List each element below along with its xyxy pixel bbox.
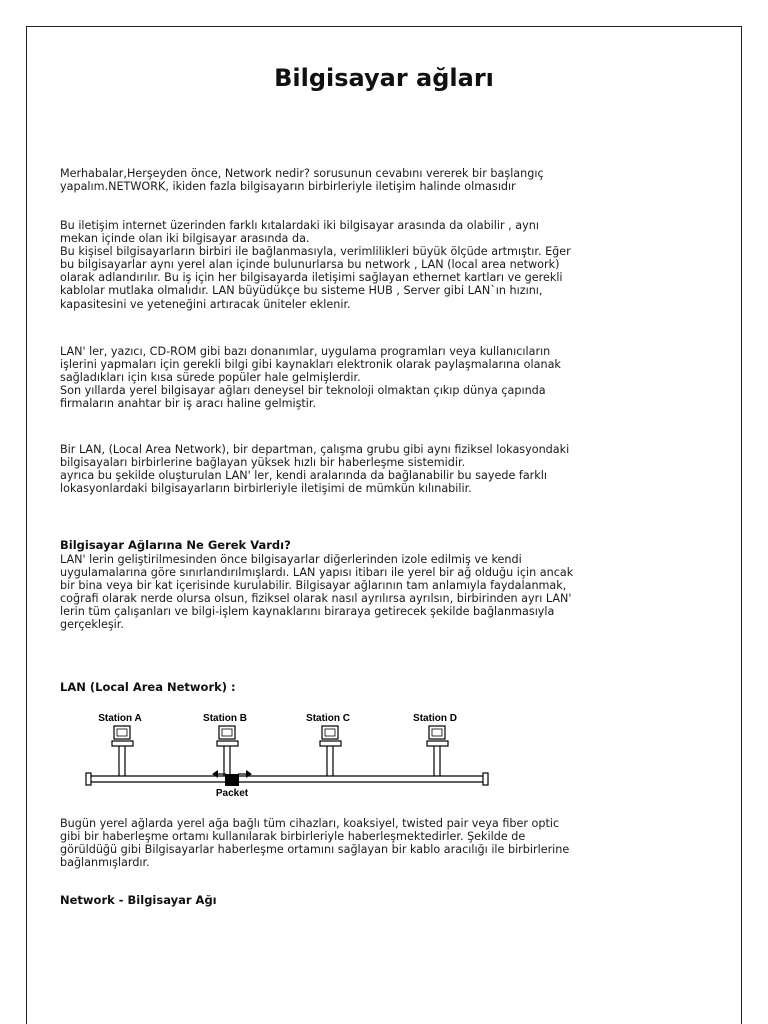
text-line: Bu iletişim internet üzerinden farklı kıtalardaki iki bilgisayar arasında da olabilir , aynı	[60, 219, 539, 232]
text-line: firmaların anahtar bir iş aracı haline gelmiştir.	[60, 397, 317, 411]
text-line: mekan içinde olan iki bilgisayar arasında da.	[60, 232, 310, 246]
computer-icon	[427, 726, 448, 776]
text-line: LAN' lerin geliştirilmesinden önce bilgisayarlar diğerlerinden izole edilmiş ve kendi	[60, 553, 522, 566]
text-line: lerin tüm çalışanları ve bilgi-işlem kaynaklarını biraraya getirecek şekilde bağlanmasıyla	[60, 605, 555, 619]
text-line: yapalım.NETWORK, ikiden fazla bilgisayarın birbirleriyle iletişim halinde olmasıdır	[60, 180, 516, 194]
resources-paragraph	[60, 345, 660, 410]
computer-icon	[217, 726, 238, 776]
text-line: gibi bir haberleşme ortamı kullanılarak birbirleriyle haberleşmektedirler. Şekilde de	[60, 830, 526, 844]
text-line: LAN' ler, yazıcı, CD-ROM gibi bazı donanımlar, uygulama programları veya kullanıcıların	[60, 345, 551, 358]
communication-paragraph	[60, 219, 660, 311]
section-heading-why: Bilgisayar Ağlarına Ne Gerek Vardı?	[60, 538, 291, 552]
text-line: Bugün yerel ağlarda yerel ağa bağlı tüm cihazları, koaksiyel, twisted pair veya fiber optic	[60, 817, 560, 830]
text-line: bağlanmışlardır.	[60, 856, 150, 870]
computer-icon	[112, 726, 133, 776]
text-line: coğrafi olarak nerde olursa olsun, fiziksel olarak nasıl ayrılırsa ayrılsın, birbirinden ayrı LAN'	[60, 592, 572, 606]
text-line: Bir LAN, (Local Area Network), bir departman, çalışma grubu gibi aynı fiziksel lokasyondaki	[60, 443, 570, 456]
page-title: Bilgisayar ağları	[274, 64, 494, 92]
text-line: işlerini yapmaları için gerekli bilgi gibi kaynakları elektronik olarak paylaşmalarına olanak	[60, 358, 561, 372]
station-c-label: Station C	[306, 713, 350, 724]
text-line: Merhabalar,Herşeyden önce, Network nedir? sorusunun cevabını vererek bir başlangıç	[60, 167, 544, 180]
text-line: Bu kişisel bilgisayarların birbiri ile bağlanmasıyla, verimlilikleri büyük ölçüde artmıştır. Eğer	[60, 245, 571, 259]
text-line: ayrıca bu şekilde oluşturulan LAN' ler, kendi aralarında da bağlanabilir bu sayede farklı	[60, 469, 547, 483]
station-b-label: Station B	[203, 713, 247, 724]
text-line: bir bina veya bir kat içerisinde kurulabilir. Bilgisayar ağlarının tam anlamıyla faydalanmak,	[60, 579, 567, 593]
text-line: kablolar mutlaka olmalıdır. LAN büyüdükçe bu sisteme HUB , Server gibi LAN`ın hızını,	[60, 284, 543, 298]
lan-diagram-svg	[60, 684, 500, 800]
network-bus-cable	[86, 773, 488, 785]
text-line: bu bilgisayarlar aynı yerel alan içinde bulunurlarsa bu network , LAN (local area network)	[60, 258, 560, 272]
text-line: olarak adlandırılır. Bu iş için her bilgisayarda iletişimi sağlayan ethernet kartları ve gerekli	[60, 271, 563, 285]
network-heading: Network - Bilgisayar Ağı	[60, 893, 217, 907]
lan-definition-paragraph	[60, 443, 660, 495]
text-line: bilgisayaları birbirlerine bağlayan yüksek hızlı bir haberleşme sistemidir.	[60, 456, 466, 470]
packet-icon	[212, 770, 252, 786]
text-line: sağladıkları için kısa sürede popüler hale gelmişlerdir.	[60, 371, 361, 385]
computer-icon	[320, 726, 341, 776]
text-line: gerçekleşir.	[60, 618, 124, 632]
packet-label: Packet	[215, 788, 249, 799]
text-line: görüldüğü gibi Bilgisayarlar haberleşme ortamını sağlayan bir kablo aracılığı ile birbirlerine	[60, 843, 570, 857]
why-paragraph	[60, 553, 660, 632]
text-line: uygulamalarına göre sınırlandırılmışlardı. LAN yapısı itibarı ile yerel bir ağ olduğu için ancak	[60, 566, 574, 580]
intro-paragraph	[60, 167, 660, 193]
text-line: Son yıllarda yerel bilgisayar ağları deneysel bir teknoloji olmaktan çıkıp dünya çapında	[60, 384, 546, 398]
station-d-label: Station D	[413, 713, 457, 724]
text-line: kapasitesini ve yeteneğini artıracak üniteler eklenir.	[60, 297, 351, 311]
lan-heading: LAN (Local Area Network) :	[60, 680, 236, 694]
text-line: lokasyonlardaki bilgisayarların birbirleriyle iletişimi de mümkün kılınabilir.	[60, 482, 472, 496]
station-a-label: Station A	[98, 713, 142, 724]
closing-paragraph	[60, 817, 660, 869]
lan-diagram	[60, 684, 470, 799]
